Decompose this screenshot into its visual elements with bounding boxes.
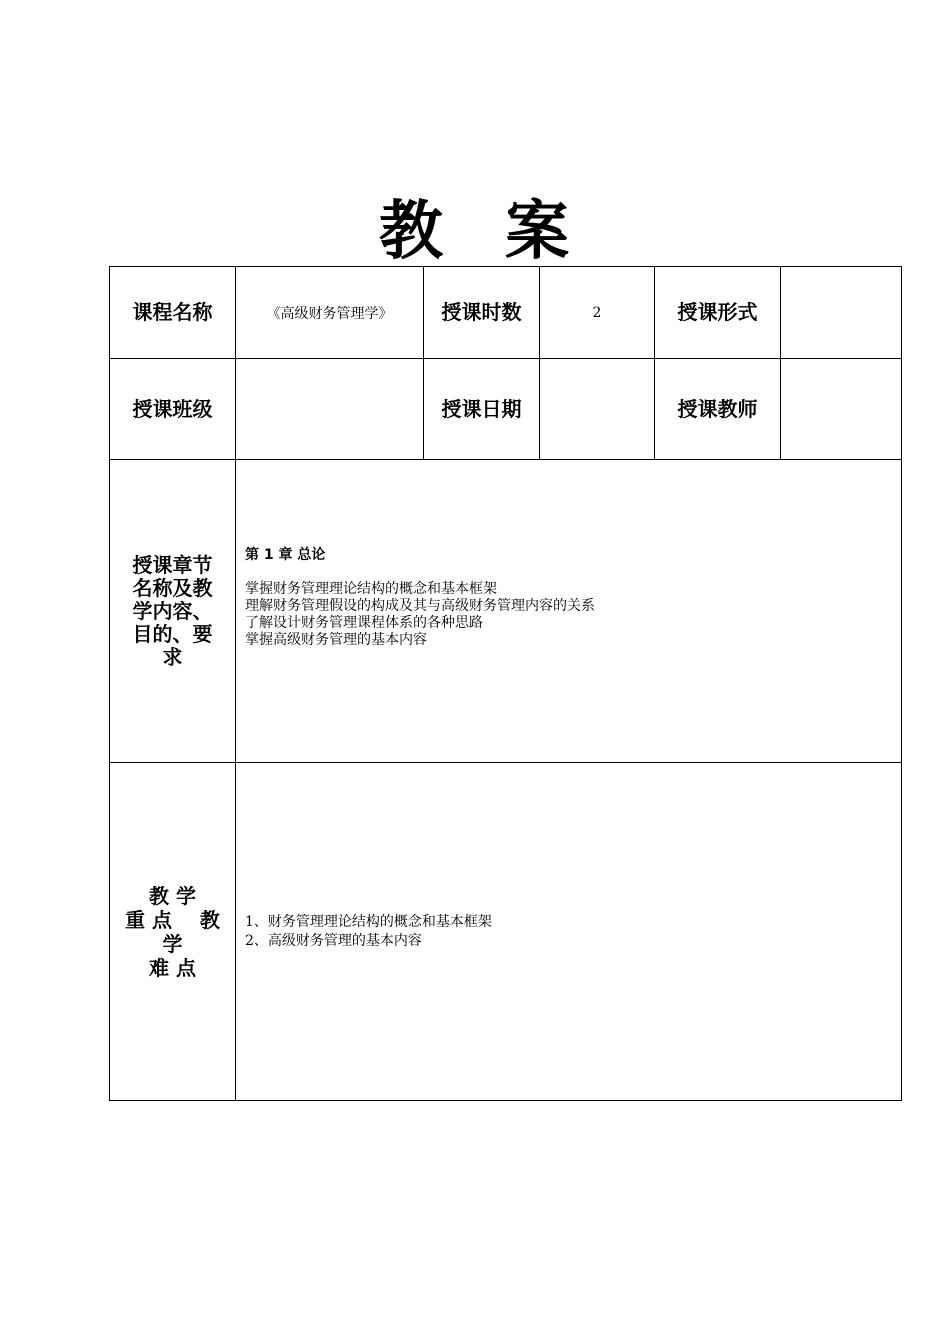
table-row bbox=[110, 763, 902, 1101]
label-line: 学内容、 bbox=[132, 598, 213, 623]
chapter-content-label bbox=[110, 460, 236, 763]
label-line: 学 bbox=[162, 931, 183, 956]
objective-item: 理解财务管理假设的构成及其与高级财务管理内容的关系 bbox=[245, 598, 595, 614]
teacher-value bbox=[781, 359, 902, 460]
label-line: 名称及教 bbox=[132, 575, 213, 600]
lesson-plan-table bbox=[109, 266, 902, 1101]
teaching-form-label: 授课形式 bbox=[655, 267, 781, 359]
chapter-content-cell bbox=[236, 460, 902, 763]
label-line: 求 bbox=[162, 644, 183, 669]
label-line: 目的、要 bbox=[132, 621, 213, 646]
teaching-hours-value: 2 bbox=[540, 267, 655, 359]
class-value bbox=[236, 359, 424, 460]
course-name-value: 《高级财务管理学》 bbox=[236, 267, 424, 359]
objective-item: 掌握高级财务管理的基本内容 bbox=[245, 632, 427, 648]
teacher-label: 授课教师 bbox=[655, 359, 781, 460]
objective-item: 了解设计财务管理课程体系的各种思路 bbox=[245, 615, 483, 631]
teaching-form-value bbox=[781, 267, 902, 359]
key-point-item: 2、高级财务管理的基本内容 bbox=[245, 932, 422, 949]
key-point-item: 1、财务管理理论结构的概念和基本框架 bbox=[245, 913, 492, 930]
objective-item: 掌握财务管理理论结构的概念和基本框架 bbox=[245, 581, 497, 597]
course-name-label: 课程名称 bbox=[110, 267, 236, 359]
chapter-heading: 第 1 章 总论 bbox=[245, 547, 326, 563]
teaching-date-label: 授课日期 bbox=[424, 359, 540, 460]
table-row bbox=[110, 359, 902, 460]
teaching-date-value bbox=[540, 359, 655, 460]
key-points-label bbox=[110, 763, 236, 1101]
table-row bbox=[110, 460, 902, 763]
teaching-hours-label: 授课时数 bbox=[424, 267, 540, 359]
label-line: 重 点 教 bbox=[125, 907, 220, 932]
key-points-cell bbox=[236, 763, 902, 1101]
label-line: 授课章节 bbox=[132, 552, 213, 577]
page-title: 教案 bbox=[379, 194, 631, 269]
class-label: 授课班级 bbox=[110, 359, 236, 460]
label-line: 教 学 bbox=[149, 883, 196, 908]
label-line: 难 点 bbox=[149, 955, 196, 980]
table-row bbox=[110, 267, 902, 359]
